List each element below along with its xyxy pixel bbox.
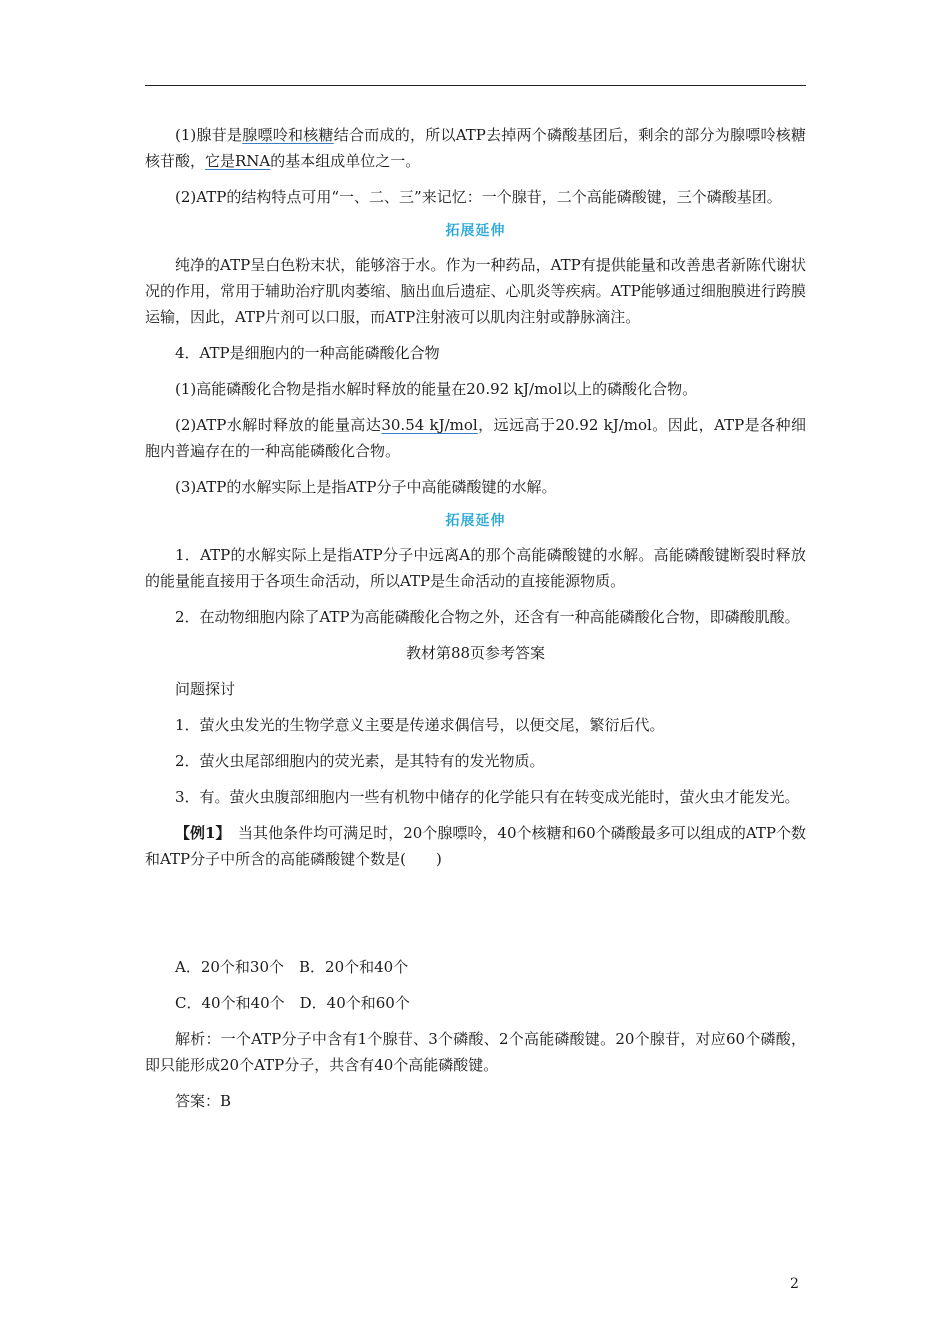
section-heading-4: 4．ATP是细胞内的一种高能磷酸化合物 <box>175 344 440 362</box>
header-rule <box>145 85 806 86</box>
analysis-text: 解析：一个ATP分子中含有1个腺苷、3个磷酸、2个高能磷酸键。20个腺苷，对应60个磷酸，即只能形成20个ATP分子，共含有40个高能磷酸键。 <box>145 1030 806 1074</box>
paragraph-hydrolysis-bond: (3)ATP的水解实际上是指ATP分子中高能磷酸键的水解。 <box>175 478 557 496</box>
paragraph-extension-1: 1．ATP的水解实际上是指ATP分子中远离A的那个高能磷酸键的水解。高能磷酸键断裂时释放的能量能直接用于各项生命活动，所以ATP是生命活动的直接能源物质。 <box>145 546 806 590</box>
underlined-text: 30.54 kJ/mol <box>381 416 478 434</box>
paragraph-extension-2: 2．在动物细胞内除了ATP为高能磷酸化合物之外，还含有一种高能磷酸化合物，即磷酸肌酸。 <box>175 608 800 626</box>
paragraph-high-energy-definition: (1)高能磷酸化合物是指水解时释放的能量在20.92 kJ/mol以上的磷酸化合物。 <box>175 380 698 398</box>
extension-tag: 拓展延伸 <box>445 513 506 529</box>
paragraph-atp-hydrolysis-energy: (2)ATP水解时释放的能量高达30.54 kJ/mol，远远高于20.92 kJ/mol。因此，ATP是各种细胞内普遍存在的一种高能磷酸化合物。 <box>145 416 806 460</box>
answer-heading: 教材第88页参考答案 <box>405 644 546 662</box>
answer-item-2: 2．萤火虫尾部细胞内的荧光素，是其特有的发光物质。 <box>175 752 545 770</box>
extension-tag: 拓展延伸 <box>445 223 506 239</box>
example-question: 【例1】 当其他条件均可满足时，20个腺嘌呤，40个核糖和60个磷酸最多可以组成的ATP个数和ATP分子中所含的高能磷酸键个数是( ) <box>145 824 807 868</box>
answer-text: 答案：B <box>175 1092 232 1110</box>
page-content <box>145 122 806 1124</box>
underlined-text: 腺嘌呤和核糖 <box>242 126 334 144</box>
example-label: 【例1】 <box>175 824 224 842</box>
paragraph-atp-structure: (2)ATP的结构特点可用“一、二、三”来记忆：一个腺苷，二个高能磷酸键，三个磷酸基团。 <box>175 188 782 206</box>
options-ab: A．20个和30个 B．20个和40个 <box>175 958 409 976</box>
paragraph-adenosine: (1)腺苷是腺嘌呤和核糖结合而成的，所以ATP去掉两个磷酸基团后，剩余的部分为腺嘌呤核糖核苷酸，它是RNA的基本组成单位之一。 <box>145 126 806 170</box>
paragraph-pure-atp: 纯净的ATP呈白色粉末状，能够溶于水。作为一种药品，ATP有提供能量和改善患者新陈代谢状况的作用，常用于辅助治疗肌肉萎缩、脑出血后遗症、心肌炎等疾病。ATP能够通过细胞膜进行跨膜运输，因此，ATP片剂可以口服，而ATP注射液可以肌肉注射或静脉滴注。 <box>145 256 806 326</box>
options-cd: C．40个和40个 D．40个和60个 <box>175 994 410 1012</box>
page-number: 2 <box>790 1276 799 1292</box>
answer-item-3: 3．有。萤火虫腹部细胞内一些有机物中储存的化学能只有在转变成光能时，萤火虫才能发光。 <box>175 788 800 806</box>
problem-discussion-label: 问题探讨 <box>175 680 236 698</box>
underlined-text: 它是RNA <box>205 152 271 170</box>
answer-item-1: 1．萤火虫发光的生物学意义主要是传递求偶信号，以便交尾，繁衍后代。 <box>175 716 665 734</box>
blank-space <box>145 882 806 954</box>
